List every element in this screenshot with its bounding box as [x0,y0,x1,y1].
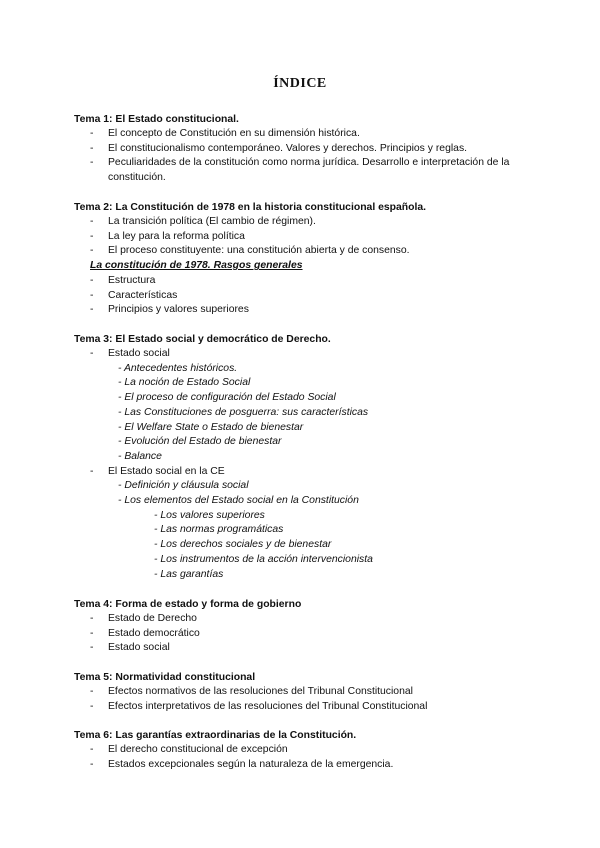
list-item: - El proceso constituyente: una constitución abierta y de consenso. [90,245,410,257]
list-subsubitem: - Los valores superiores [154,509,265,521]
list-item: - Estado democrático [90,627,200,639]
list-subsubitem: - Los instrumentos de la acción intervencionista [154,553,373,565]
list-item: - El concepto de Constitución en su dimensión histórica. [90,128,360,139]
tema-3-heading: Tema 3: El Estado social y democrático de Derecho. [74,334,331,345]
list-subitem: - Antecedentes históricos. [118,362,238,374]
list-subitem: - Balance [118,450,162,462]
tema-2-heading: Tema 2: La Constitución de 1978 en la historia constitucional española. [74,202,427,213]
list-subitem: - Las Constituciones de posguerra: sus características [118,406,369,418]
list-subitem: - La noción de Estado Social [118,377,251,389]
list-item: - El Estado social en la CE [90,465,225,477]
page-title: ÍNDICE [273,76,327,91]
list-subitem: - Los elementos del Estado social en la Constitución [118,495,359,507]
list-subsubitem: - Las normas programáticas [154,524,284,536]
list-item: - El derecho constitucional de excepción [90,744,288,755]
list-item: - Efectos interpretativos de las resoluciones del Tribunal Constitucional [90,700,428,712]
list-item: - El constitucionalismo contemporáneo. Valores y derechos. Principios y reglas. [90,142,468,154]
tema-1-heading: Tema 1: El Estado constitucional. [74,114,239,125]
list-item: - Estado social [90,642,170,654]
tema-6-section [74,728,544,772]
list-item: - Estados excepcionales según la naturaleza de la emergencia. [90,758,394,770]
list-item: - Estado de Derecho [90,613,197,624]
list-subitem: - El proceso de configuración del Estado Social [118,392,336,404]
list-subitem: - Evolución del Estado de bienestar [118,436,282,448]
list-item: - La ley para la reforma política [90,230,245,242]
tema-4-heading: Tema 4: Forma de estado y forma de gobierno [74,599,302,610]
tema-5-heading: Tema 5: Normatividad constitucional [74,672,256,683]
tema-3-section [74,332,544,582]
list-subitem: - El Welfare State o Estado de bienestar [118,421,304,433]
tema-5-section [74,670,544,714]
list-item: - Estado social [90,348,170,359]
list-subitem: - Definición y cláusula social [118,480,249,492]
tema-1-section [74,112,544,186]
list-item: - Principios y valores superiores [90,304,249,316]
list-subsubitem: - Los derechos sociales y de bienestar [154,539,332,551]
list-item: - Efectos normativos de las resoluciones del Tribunal Constitucional [90,686,413,697]
list-item: - Peculiaridades de la constitución como norma jurídica. Desarrollo e interpretación de la constitución. [90,157,510,184]
list-item: - La transición política (El cambio de régimen). [90,216,316,227]
tema-4-section [74,597,544,656]
tema-6-heading: Tema 6: Las garantías extraordinarias de la Constitución. [74,730,357,741]
tema-2-section [74,200,544,318]
list-item: - Características [90,289,178,301]
list-subsubitem: - Las garantías [154,568,224,580]
list-item: - Estructura [90,274,156,286]
tema-2-subheading: La constitución de 1978. Rasgos generales [90,260,303,272]
